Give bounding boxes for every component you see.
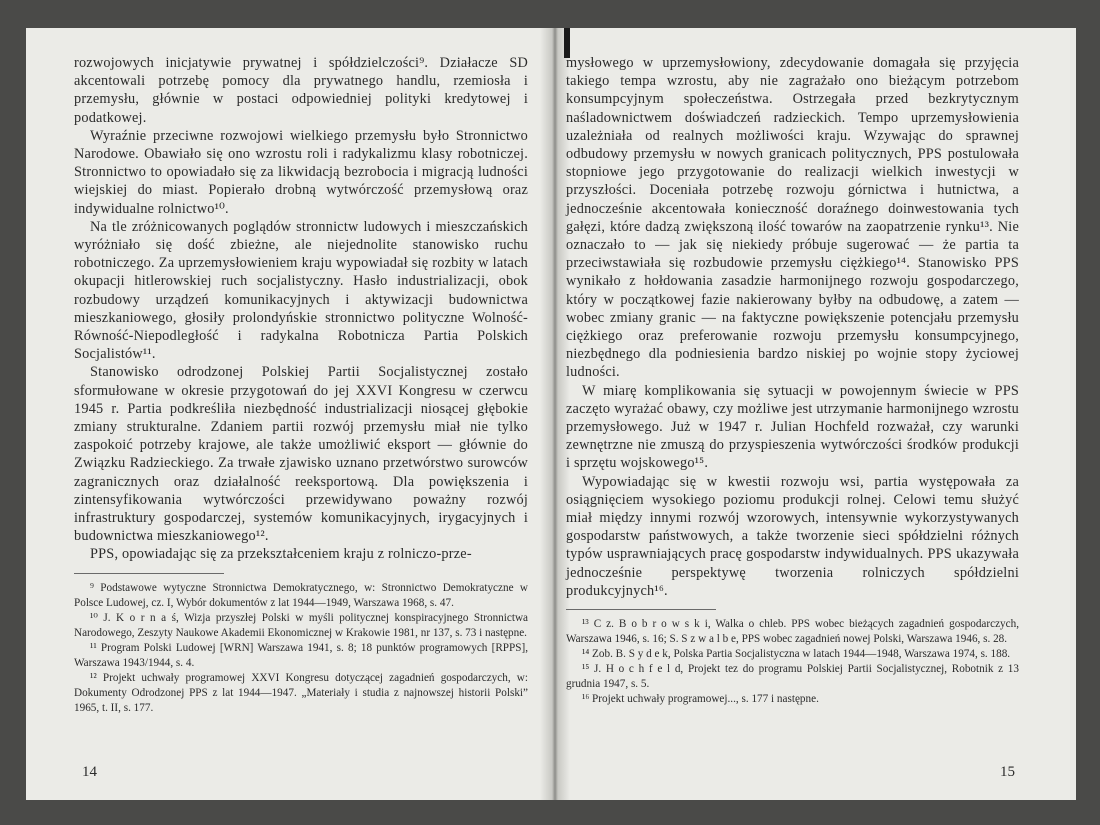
left-page-body (74, 54, 528, 564)
paragraph: Na tle zróżnicowanych poglądów stronnictw ludowych i mieszczańskich wyróżniało się dość zbieżne, ale niejednolite stanowisko ruchu robotniczego. Za uprzemysłowieniem kraju wypowiadał się rozbity w latach okupacji hitlerowskiej ruch socjalistyczny. Hasło industrializacji, obok rozbudowy urządzeń komunikacyjnych i aktywizacji budownictwa mieszkaniowego, głosiły prolondyńskie stronnictwo polityczne Wolność-Równość-Niepodległość i radykalna Robotnicza Partia Polskich Socjalistów¹¹. (74, 218, 528, 363)
footnote: ¹¹ Program Polski Ludowej [WRN] Warszawa 1941, s. 8; 18 punktów programowych [RPPS], Warszawa 1943/1944, s. 4. (74, 641, 528, 669)
paragraph: PPS, opowiadając się za przekształceniem kraju z rolniczo-prze- (90, 546, 472, 563)
footnote: ¹² Projekt uchwały programowej XXVI Kongresu dotyczącej zagadnień gospodarczych, w: Dokumenty Odrodzonej PPS z lat 1944—1947. „Materiały i studia z najnowszej historii Polski” 1965, t. II, s. 177. (74, 671, 528, 714)
paragraph: Wypowiadając się w kwestii rozwoju wsi, partia występowała za osiągnięciem wysokiego poziomu produkcji rolnej. Celowi temu służyć miał między innymi rozwój wzorowych, intensywnie wykorzystywanych gospodarstw państwowych, a także tworzenie sieci spółdzielni różnych typów usprawniających pracę gospodarstw indywidualnych. PPS ukazywała jednocześnie perspektywę tworzenia rolniczych spółdzielni produkcyjnych¹⁶. (566, 473, 1019, 599)
footnote: ¹⁴ Zob. B. S y d e k, Polska Partia Socjalistyczna w latach 1944—1948, Warszawa 1974, s. 188. (582, 648, 1011, 661)
footnote: ¹⁵ J. H o c h f e l d, Projekt tez do programu Polskiej Partii Socjalistycznej, Robotnik z 13 grudnia 1947, s. 5. (566, 663, 1019, 691)
left-footnotes (74, 581, 528, 716)
footnote-rule (566, 609, 716, 610)
right-footnotes (566, 617, 1019, 707)
page-number-left: 14 (82, 764, 97, 780)
footnote: ¹³ C z. B o b r o w s k i, Walka o chleb. PPS wobec bieżących zagadnień gospodarczych, Warszawa 1946, s. 16; S. S z w a l b e, PPS wobec zagadnień nowej Polski, Warszawa 1946, s. 28. (566, 618, 1019, 646)
footnote: ¹⁰ J. K o r n a ś, Wizja przyszłej Polski w myśli politycznej konspiracyjnego Stronnictwa Narodowego, Zeszyty Naukowe Akademii Ekonomicznej w Krakowie 1981, nr 137, s. 73 i następne. (74, 611, 528, 639)
footnote: ¹⁶ Projekt uchwały programowej..., s. 177 i następne. (582, 693, 819, 706)
paragraph: Stanowisko odrodzonej Polskiej Partii Socjalistycznej zostało sformułowane w okresie przygotowań do jej XXVI Kongresu w czerwcu 1945 r. Partia podkreśliła niezbędność industrializacji niosącej głębokie zmiany strukturalne. Zdaniem partii rozwój przemysłu miał nie tylko zaspokoić potrzeby krajowe, ale także umożliwić eksport — głównie do Związku Radzieckiego. Za trwałe zjawisko uznano przetwórstwo surowców zagranicznych oraz działalność reeksportową. Dla powiększenia i zintensyfikowania wytwórczości przewidywano poważny rozwój infrastruktury gospodarczej, systemów komunikacyjnych, irygacyjnych i budownictwa mieszkaniowego¹². (74, 364, 528, 545)
footnote-rule (74, 573, 224, 574)
footnote: ⁹ Podstawowe wytyczne Stronnictwa Demokratycznego, w: Stronnictwo Demokratyczne w Polsce Ludowej, cz. I, Wybór dokumentów z lat 1944—1949, Warszawa 1968, s. 47. (74, 581, 528, 609)
paragraph: Wyraźnie przeciwne rozwojowi wielkiego przemysłu było Stronnictwo Narodowe. Obawiało się ono wzrostu roli i radykalizmu klasy robotniczej. Stronnictwo to opowiadało się za likwidacją bezrobocia i migracją ludności wiejskiej do miast. Popierało drobną wytwórczość przemysłową oraz indywidualne rolnictwo¹⁰. (74, 127, 528, 217)
right-page-body (566, 54, 1019, 600)
right-page (566, 54, 1019, 707)
paragraph: rozwojowych inicjatywie prywatnej i spółdzielczości⁹. Działacze SD akcentowali potrzebę pomocy dla prywatnego handlu, rzemiosła i przemysłu, głównie w postaci odpowiedniej polityki kredytowej i podatkowej. (74, 55, 528, 126)
page-number-right: 15 (1000, 764, 1015, 780)
paragraph: W miarę komplikowania się sytuacji w powojennym świecie w PPS zaczęto wyrażać obawy, czy możliwe jest utrzymanie harmonijnego wzrostu przemysłowego. Już w 1947 r. Julian Hochfeld rozważał, czy warunki zewnętrzne nie zmuszą do przyspieszenia wytwórczości środków produkcji i sprzętu wojskowego¹⁵. (566, 382, 1019, 472)
paragraph: mysłowego w uprzemysłowiony, zdecydowanie domagała się przyjęcia takiego tempa wzrostu, aby nie zagrażało ono bieżącym potrzebom konsumpcyjnym społeczeństwa. Ostrzegała przed bezkrytycznym naśladownictwem doświadczeń radzieckich. Tempo uprzemysłowienia uzależniała od realnych możliwości kraju. Wzywając do sprawnej odbudowy przemysłu w nowych granicach politycznych, PPS postulowała stopniowe jego przygotowanie do realizacji wielkich inwestycji w przyszłości. Doceniała potrzebę rozwoju górnictwa i hutnictwa, a jednocześnie akcentowała konieczność doraźnego doinwestowania tych gałęzi, które dadzą zwiększoną ilość towarów na zaopatrzenie rynku¹³. Nie oznaczało to — jak się niekiedy próbuje sugerować — że partia ta przeciwstawiała się rozbudowie przemysłu ciężkiego¹⁴. Stanowisko PPS wynikało z hołdowania zasadzie harmonijnego rozwoju gospodarczego, który w początkowej fazie nakierowany byłby na odbudowę, a zatem — wobec zmiany granic — na faktyczne powiększenie potencjału przemysłu ciężkiego oraz preferowanie rozwoju przemysłu konsumpcyjnego, niezbędnego dla podniesienia bardzo niskiej po wojnie stopy życiowej ludności. (566, 55, 1019, 381)
left-page (74, 54, 528, 716)
